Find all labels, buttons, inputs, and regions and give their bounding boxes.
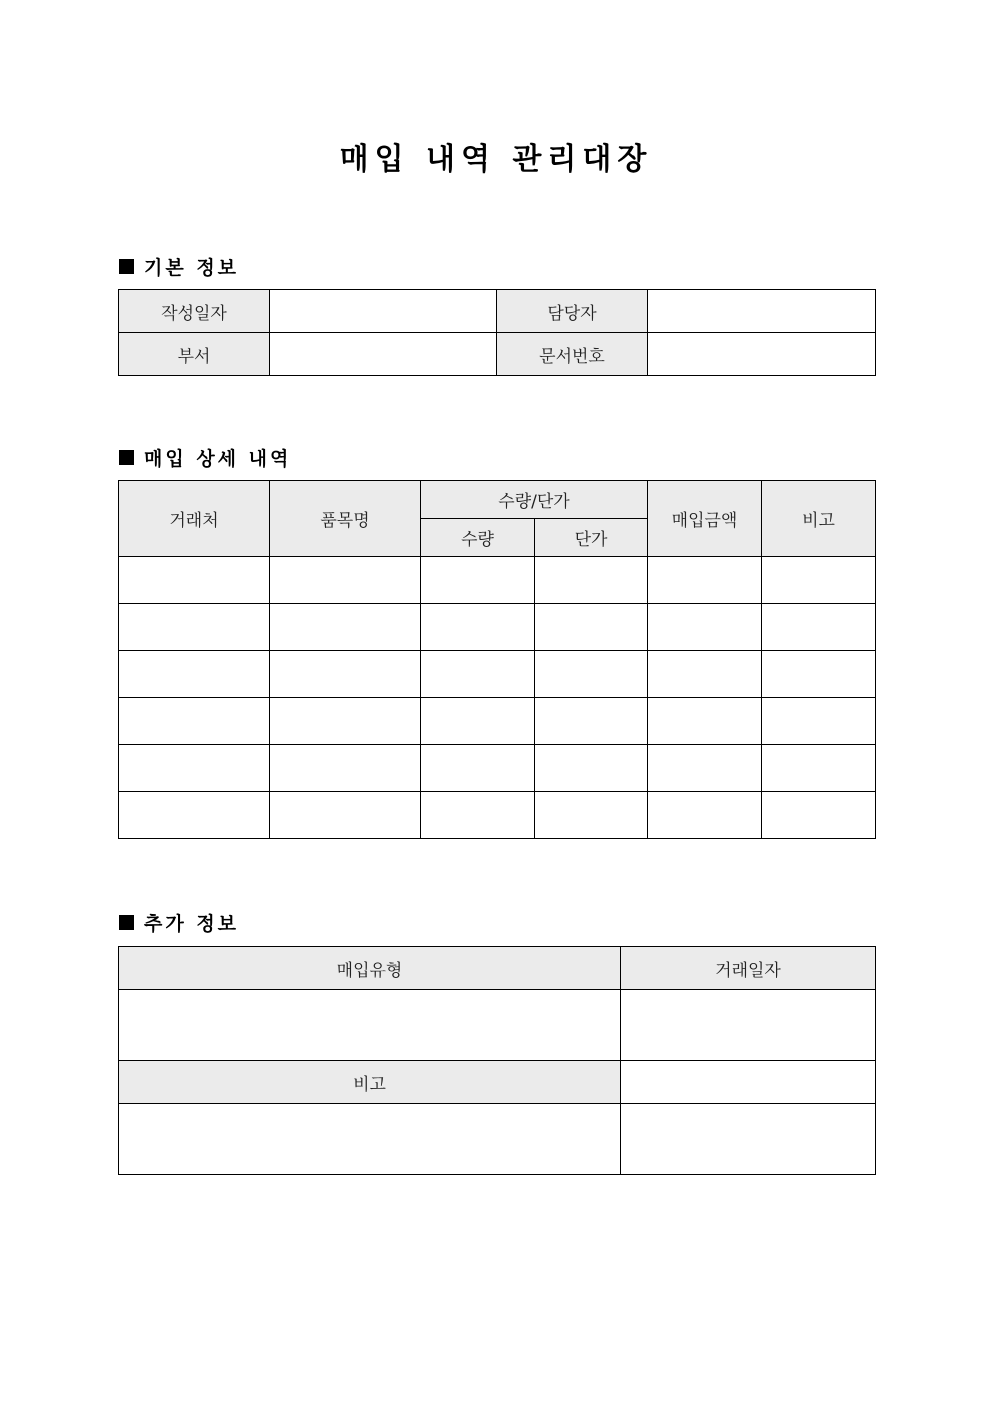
col-qty: 수량 <box>421 519 535 557</box>
cell-amount[interactable] <box>648 792 762 839</box>
cell-item[interactable] <box>270 792 421 839</box>
section-heading-extra <box>119 909 239 936</box>
cell-qty[interactable] <box>421 745 535 792</box>
field-doc-number[interactable] <box>648 333 876 376</box>
section-heading-label: 기본 정보 <box>144 257 240 279</box>
page-title: 매입 내역 관리대장 <box>339 142 653 177</box>
cell-qty[interactable] <box>421 651 535 698</box>
cell-vendor[interactable] <box>119 792 270 839</box>
field-manager[interactable] <box>648 290 876 333</box>
cell-unit-price[interactable] <box>535 557 648 604</box>
cell-unit-price[interactable] <box>535 792 648 839</box>
cell-qty[interactable] <box>421 557 535 604</box>
col-note: 비고 <box>762 481 876 557</box>
col-vendor: 거래처 <box>119 481 270 557</box>
cell-item[interactable] <box>270 651 421 698</box>
section-heading-label: 매입 상세 내역 <box>144 448 292 470</box>
col-qty-price: 수량/단가 <box>421 481 648 519</box>
table-row <box>119 557 876 604</box>
col-amount: 매입금액 <box>648 481 762 557</box>
cell-note[interactable] <box>762 792 876 839</box>
cell-amount[interactable] <box>648 651 762 698</box>
cell-unit-price[interactable] <box>535 698 648 745</box>
section-heading-detail <box>119 444 291 471</box>
section-heading-label: 추가 정보 <box>144 913 240 935</box>
field-date[interactable] <box>270 290 497 333</box>
purchase-detail-table <box>118 480 876 839</box>
cell-item[interactable] <box>270 557 421 604</box>
label-manager: 담당자 <box>497 290 648 333</box>
label-date: 작성일자 <box>119 290 270 333</box>
cell-qty[interactable] <box>421 698 535 745</box>
field-blank[interactable] <box>621 1061 876 1104</box>
cell-note[interactable] <box>762 604 876 651</box>
cell-item[interactable] <box>270 698 421 745</box>
basic-info-table <box>118 289 876 376</box>
cell-note[interactable] <box>762 557 876 604</box>
cell-item[interactable] <box>270 745 421 792</box>
field-department[interactable] <box>270 333 497 376</box>
table-row <box>119 651 876 698</box>
field-purchase-type[interactable] <box>119 990 621 1061</box>
cell-vendor[interactable] <box>119 698 270 745</box>
label-note: 비고 <box>119 1061 621 1104</box>
cell-vendor[interactable] <box>119 604 270 651</box>
col-item: 품목명 <box>270 481 421 557</box>
cell-amount[interactable] <box>648 557 762 604</box>
cell-vendor[interactable] <box>119 651 270 698</box>
table-row <box>119 604 876 651</box>
label-doc-number: 문서번호 <box>497 333 648 376</box>
cell-amount[interactable] <box>648 745 762 792</box>
extra-info-table <box>118 946 876 1175</box>
cell-qty[interactable] <box>421 792 535 839</box>
table-row <box>119 792 876 839</box>
cell-qty[interactable] <box>421 604 535 651</box>
cell-note[interactable] <box>762 745 876 792</box>
cell-note[interactable] <box>762 651 876 698</box>
table-row <box>119 698 876 745</box>
cell-unit-price[interactable] <box>535 651 648 698</box>
cell-item[interactable] <box>270 604 421 651</box>
col-unit-price: 단가 <box>535 519 648 557</box>
field-note-extra[interactable] <box>621 1104 876 1175</box>
table-row <box>119 745 876 792</box>
square-bullet-icon <box>119 259 134 274</box>
cell-vendor[interactable] <box>119 745 270 792</box>
cell-note[interactable] <box>762 698 876 745</box>
label-transaction-date: 거래일자 <box>621 947 876 990</box>
cell-unit-price[interactable] <box>535 745 648 792</box>
square-bullet-icon <box>119 450 134 465</box>
label-purchase-type: 매입유형 <box>119 947 621 990</box>
cell-amount[interactable] <box>648 604 762 651</box>
cell-amount[interactable] <box>648 698 762 745</box>
cell-vendor[interactable] <box>119 557 270 604</box>
field-note[interactable] <box>119 1104 621 1175</box>
cell-unit-price[interactable] <box>535 604 648 651</box>
field-transaction-date[interactable] <box>621 990 876 1061</box>
square-bullet-icon <box>119 915 134 930</box>
section-heading-basic <box>119 253 239 280</box>
label-department: 부서 <box>119 333 270 376</box>
